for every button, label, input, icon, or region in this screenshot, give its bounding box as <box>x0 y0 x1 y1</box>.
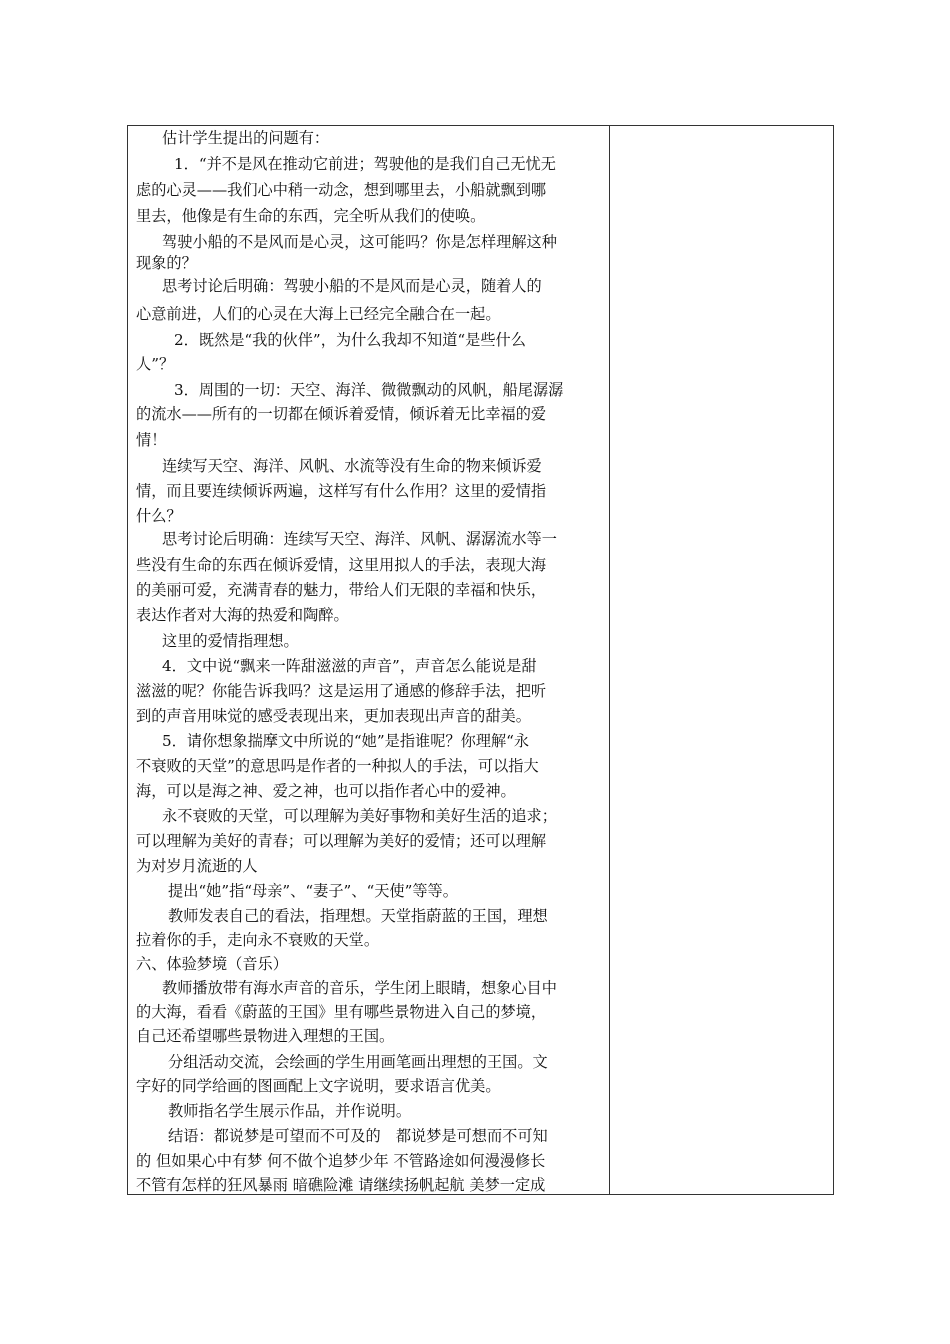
text-line: 的流水——所有的一切都在倾诉着爱情，倾诉着无比幸福的爱 <box>136 405 547 423</box>
text-line: 的大海，看看《蔚蓝的王国》里有哪些景物进入自己的梦境， <box>136 1003 547 1021</box>
text-line: 情！ <box>136 431 167 449</box>
text-line: 现象的？ <box>136 254 197 272</box>
text-line: 滋滋的呢？你能告诉我吗？这是运用了通感的修辞手法，把听 <box>136 682 547 700</box>
text-line: 教师播放带有海水声音的音乐，学生闭上眼睛，想象心目中 <box>162 979 557 997</box>
text-line: 估计学生提出的问题有： <box>162 129 330 147</box>
text-line: 结语：都说梦是可望而不可及的 都说梦是可想而不可知 <box>168 1127 548 1145</box>
text-line: 里去，他像是有生命的东西，完全听从我们的使唤。 <box>136 207 486 225</box>
text-line: 海，可以是海之神、爱之神，也可以指作者心中的爱神。 <box>136 782 516 800</box>
text-line: 不管有怎样的狂风暴雨 暗礁险滩 请继续扬帆起航 美梦一定成 <box>136 1176 546 1194</box>
text-line: 4．文中说“飘来一阵甜滋滋的声音”，声音怎么能说是甜 <box>162 657 537 675</box>
text-line: 教师发表自己的看法，指理想。天堂指蔚蓝的王国，理想 <box>168 907 548 925</box>
text-line: 连续写天空、海洋、风帆、水流等没有生命的物来倾诉爱 <box>162 457 542 475</box>
text-line: 什么？ <box>136 507 182 525</box>
text-line: 可以理解为美好的青春；可以理解为美好的爱情；还可以理解 <box>136 832 547 850</box>
text-line: 人”？ <box>136 355 175 373</box>
text-line: 这里的爱情指理想。 <box>162 632 299 650</box>
text-line: 心意前进，人们的心灵在大海上已经完全融合在一起。 <box>136 305 501 323</box>
text-line: 2．既然是“我的伙伴”，为什么我却不知道“是些什么 <box>174 331 526 349</box>
text-line: 教师指名学生展示作品，并作说明。 <box>168 1102 411 1120</box>
text-line: 些没有生命的东西在倾诉爱情，这里用拟人的手法，表现大海 <box>136 556 547 574</box>
text-line: 的美丽可爱，充满青春的魅力，带给人们无限的幸福和快乐， <box>136 581 547 599</box>
text-line: 思考讨论后明确：连续写天空、海洋、风帆、潺潺流水等一 <box>162 530 557 548</box>
section-heading: 六、体验梦境（音乐） <box>136 955 288 973</box>
text-line: 1．“并不是风在推动它前进；驾驶他的是我们自己无忧无 <box>174 155 556 173</box>
text-line: 情，而且要连续倾诉两遍，这样写有什么作用？这里的爱情指 <box>136 482 547 500</box>
column-divider <box>609 126 610 1194</box>
text-line: 驾驶小船的不是风而是心灵，这可能吗？你是怎样理解这种 <box>162 233 557 251</box>
text-line: 5．请你想象揣摩文中所说的“她”是指谁呢？你理解“永 <box>162 732 530 750</box>
text-line: 拉着你的手，走向永不衰败的天堂。 <box>136 931 379 949</box>
text-line: 不衰败的天堂”的意思吗是作者的一种拟人的手法，可以指大 <box>136 757 539 775</box>
text-line: 自己还希望哪些景物进入理想的王国。 <box>136 1027 395 1045</box>
text-line: 分组活动交流，会绘画的学生用画笔画出理想的王国。文 <box>168 1053 548 1071</box>
text-line: 永不衰败的天堂，可以理解为美好事物和美好生活的追求； <box>162 807 557 825</box>
text-line: 表达作者对大海的热爱和陶醉。 <box>136 606 349 624</box>
text-line: 虑的心灵——我们心中稍一动念，想到哪里去，小船就飘到哪 <box>136 181 547 199</box>
text-line: 提出“她”指“母亲”、“妻子”、“天使”等等。 <box>168 882 458 900</box>
lesson-table <box>127 125 834 1195</box>
text-line: 到的声音用味觉的感受表现出来，更加表现出声音的甜美。 <box>136 707 531 725</box>
text-line: 思考讨论后明确：驾驶小船的不是风而是心灵，随着人的 <box>162 277 542 295</box>
text-line: 字好的同学给画的图画配上文字说明，要求语言优美。 <box>136 1077 501 1095</box>
text-line: 的 但如果心中有梦 何不做个追梦少年 不管路途如何漫漫修长 <box>136 1152 546 1170</box>
text-line: 为对岁月流逝的人 <box>136 857 258 875</box>
text-line: 3．周围的一切：天空、海洋、微微飘动的风帆，船尾潺潺 <box>174 381 564 399</box>
